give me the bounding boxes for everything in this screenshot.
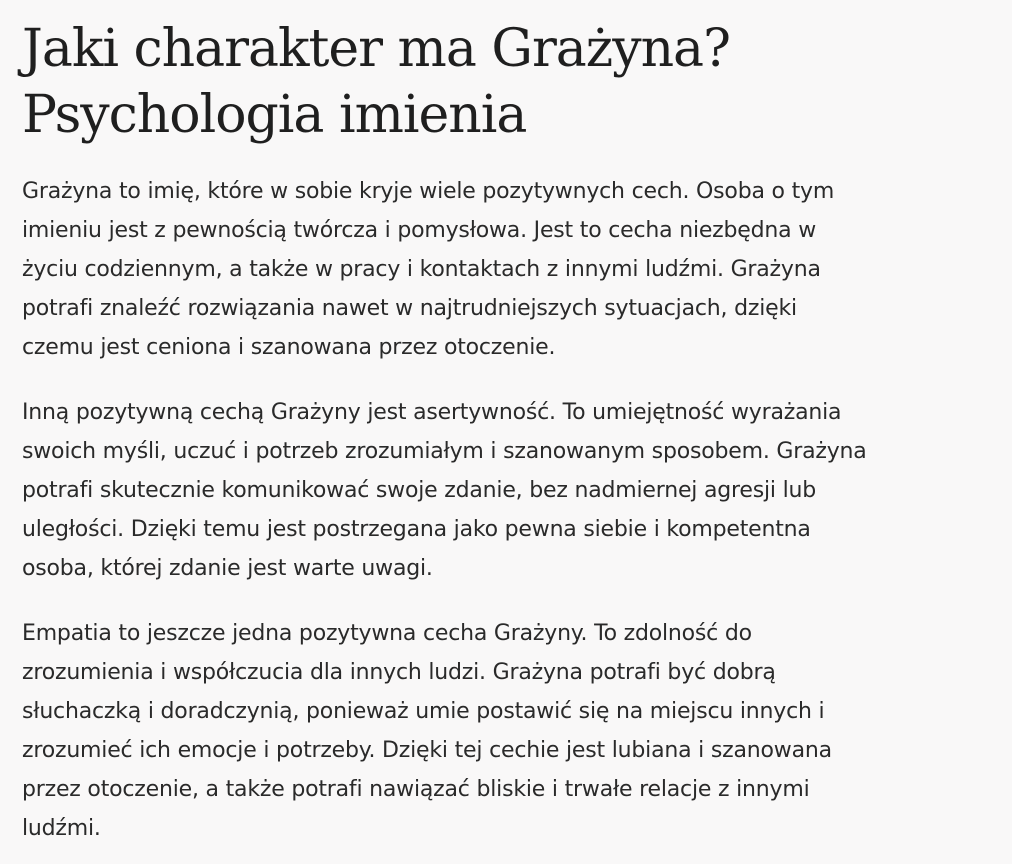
paragraph-line: Inną pozytywną cechą Grażyny jest asertywność. To umiejętność wyrażania (22, 400, 842, 425)
paragraph-line: osoba, której zdanie jest warte uwagi. (22, 556, 433, 581)
article-title (22, 16, 972, 148)
paragraph-line: ludźmi. (22, 816, 101, 841)
paragraph-line: swoich myśli, uczuć i potrzeb zrozumiałym i szanowanym sposobem. Grażyna (22, 439, 867, 464)
paragraph-creativity (22, 172, 972, 367)
paragraph-empathy (22, 614, 972, 848)
paragraph-line: potrafi skutecznie komunikować swoje zdanie, bez nadmiernej agresji lub (22, 478, 817, 503)
article-body (22, 172, 972, 848)
article-title-line: Jaki charakter ma Grażyna? (22, 19, 730, 79)
paragraph-line: imieniu jest z pewnością twórcza i pomysłowa. Jest to cecha niezbędna w (22, 218, 817, 243)
paragraph-line: czemu jest ceniona i szanowana przez otoczenie. (22, 335, 556, 360)
paragraph-assertiveness (22, 393, 972, 588)
paragraph-line: potrafi znaleźć rozwiązania nawet w najtrudniejszych sytuacjach, dzięki (22, 296, 797, 321)
paragraph-line: zrozumienia i współczucia dla innych ludzi. Grażyna potrafi być dobrą (22, 660, 776, 685)
paragraph-line: zrozumieć ich emocje i potrzeby. Dzięki tej cechie jest lubiana i szanowana (22, 738, 832, 763)
article-title-line: Psychologia imienia (22, 85, 527, 145)
paragraph-line: słuchaczką i doradczynią, ponieważ umie postawić się na miejscu innych i (22, 699, 825, 724)
paragraph-line: Empatia to jeszcze jedna pozytywna cecha Grażyny. To zdolność do (22, 621, 752, 646)
paragraph-line: Grażyna to imię, które w sobie kryje wiele pozytywnych cech. Osoba o tym (22, 179, 835, 204)
paragraph-line: uległości. Dzięki temu jest postrzegana jako pewna siebie i kompetentna (22, 517, 811, 542)
paragraph-line: przez otoczenie, a także potrafi nawiązać bliskie i trwałe relacje z innymi (22, 777, 810, 802)
paragraph-line: życiu codziennym, a także w pracy i kontaktach z innymi ludźmi. Grażyna (22, 257, 821, 282)
